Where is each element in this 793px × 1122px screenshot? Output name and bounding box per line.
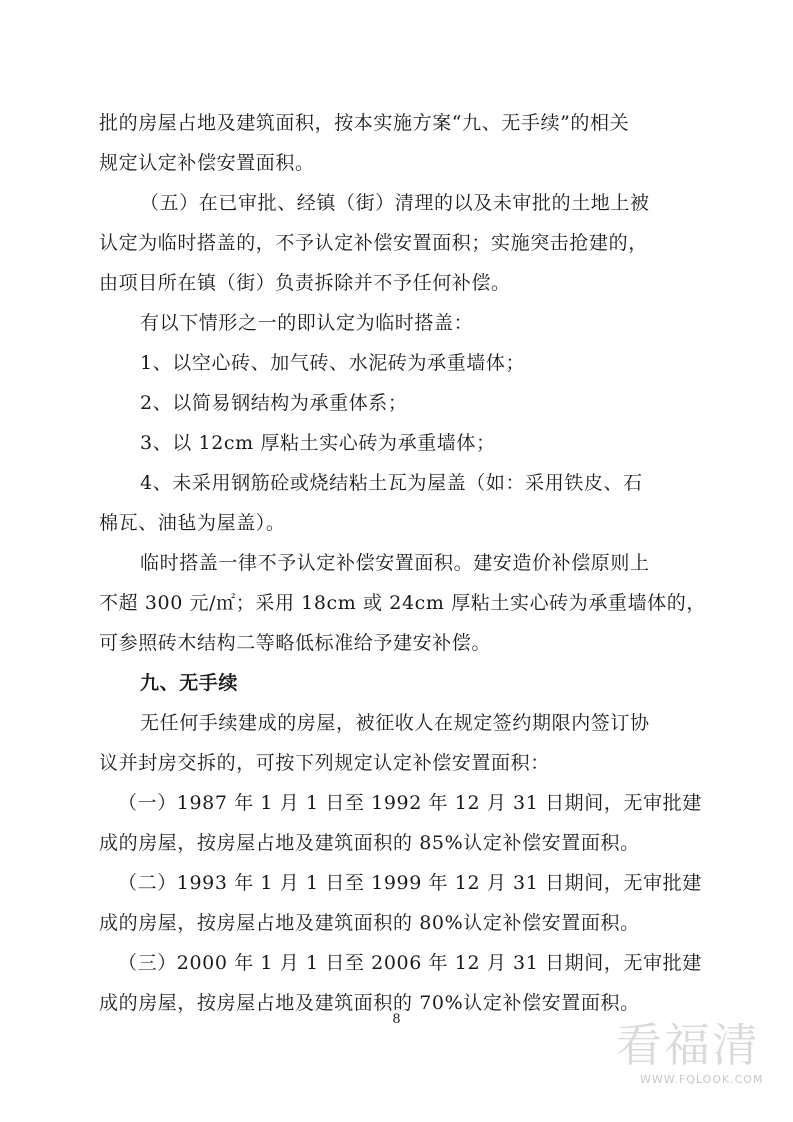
paragraph-line: 成的房屋，按房屋占地及建筑面积的 85%认定补偿安置面积。 (99, 832, 640, 854)
paragraph-line: 有以下情形之一的即认定为临时搭盖： (140, 312, 474, 334)
list-item: （一）1987 年 1 月 1 日至 1992 年 12 月 31 日期间，无审批建 (118, 792, 702, 814)
list-item: （二）1993 年 1 月 1 日至 1999 年 12 月 31 日期间，无审批建 (118, 872, 702, 894)
paragraph-line: 无任何手续建成的房屋，被征收人在规定签约期限内签订协 (140, 712, 650, 734)
list-item: 2、以简易钢结构为承重体系； (140, 392, 408, 414)
list-item: 1、以空心砖、加气砖、水泥砖为承重墙体； (140, 352, 526, 374)
watermark-url: WWW.FQLOOK.COM (640, 1073, 764, 1086)
paragraph-line: 认定为临时搭盖的，不予认定补偿安置面积；实施突击抢建的， (99, 232, 648, 254)
paragraph-line: 批的房屋占地及建筑面积，按本实施方案“九、无手续”的相关 (99, 112, 630, 134)
paragraph-line: （五）在已审批、经镇（街）清理的以及未审批的土地上被 (140, 192, 650, 214)
paragraph-line: 不超 300 元/㎡；采用 18cm 或 24cm 厚粘土实心砖为承重墙体的， (99, 592, 706, 614)
paragraph-line: 议并封房交拆的，可按下列规定认定补偿安置面积： (99, 752, 550, 774)
list-item: 4、未采用钢筋砼或烧结粘土瓦为屋盖（如：采用铁皮、石 (140, 472, 643, 494)
watermark-logo: 看福清 (616, 1018, 760, 1072)
page-number: 8 (392, 1012, 401, 1027)
list-item: （三）2000 年 1 月 1 日至 2006 年 12 月 31 日期间，无审批建 (118, 952, 702, 974)
paragraph-line: 规定认定补偿安置面积。 (99, 152, 315, 174)
paragraph-line: 由项目所在镇（街）负责拆除并不予任何补偿。 (99, 272, 511, 294)
list-item: 3、以 12cm 厚粘土实心砖为承重墙体； (140, 432, 496, 454)
section-heading: 九、无手续 (140, 672, 239, 694)
paragraph-line: 成的房屋，按房屋占地及建筑面积的 70%认定补偿安置面积。 (99, 992, 640, 1014)
paragraph-line: 临时搭盖一律不予认定补偿安置面积。建安造价补偿原则上 (140, 552, 650, 574)
paragraph-line: 可参照砖木结构二等略低标准给予建安补偿。 (99, 632, 492, 654)
paragraph-line: 成的房屋，按房屋占地及建筑面积的 80%认定补偿安置面积。 (99, 912, 640, 934)
paragraph-line: 棉瓦、油毡为屋盖）。 (99, 512, 286, 534)
